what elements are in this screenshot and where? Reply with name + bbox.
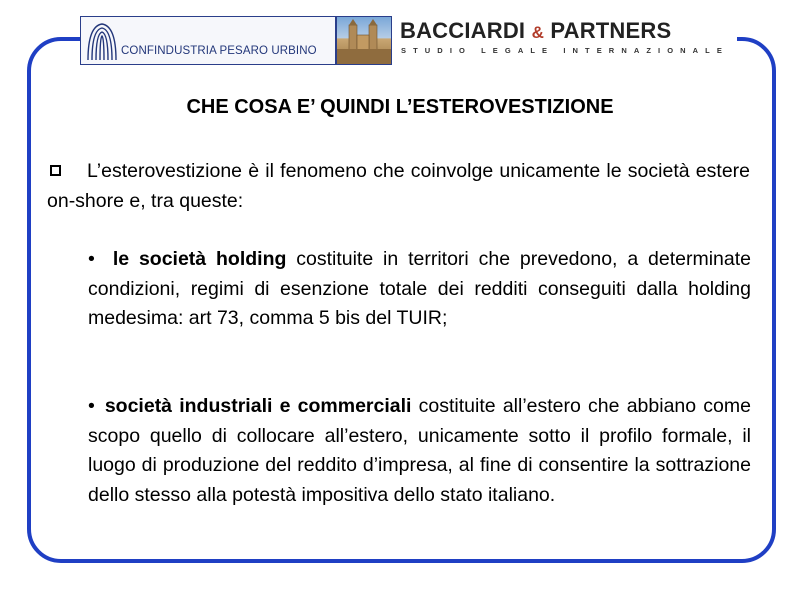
item-text: costituite in territori che prevedono, a determinate condizioni, regimi di esenzione totale dei redditi conseguiti dalla holding medesima: art 73, comma 5 bis del TUIR;	[88, 248, 751, 329]
item-bold-term: società industriali e commerciali	[104, 395, 412, 417]
confindustria-logo	[80, 16, 336, 65]
list-item-industrial	[88, 392, 751, 510]
list-item-holding	[88, 245, 751, 334]
town-photo	[336, 16, 392, 65]
intro-paragraph	[47, 157, 750, 216]
bullet-icon: •	[88, 248, 95, 270]
firm-name: BACCIARDI & PARTNERS	[400, 18, 672, 43]
bacciardi-logo	[392, 16, 737, 65]
item-bold-term: le società holding	[112, 248, 287, 270]
item-text: costituite all’estero che abbiano come scopo quello di collocare all’estero, unicamente sotto il profilo formale, il luogo di produzione del reddito d’impresa, al fine di consentire la sottrazione dello stesso alla potestà impositiva dello stato italiano.	[88, 395, 751, 506]
ampersand: &	[531, 23, 545, 42]
slide-title: CHE COSA E’ QUINDI L’ESTEROVESTIZIONE	[186, 96, 614, 118]
checkbox-bullet-icon	[50, 165, 61, 176]
intro-text: L’esterovestizione è il fenomeno che coinvolge unicamente le società estere on-shore e, tra queste:	[47, 160, 750, 212]
palace-towers-icon	[337, 17, 391, 64]
confindustria-mark-icon	[85, 20, 119, 62]
bullet-icon: •	[88, 395, 95, 417]
firm-subtitle: STUDIO LEGALE INTERNAZIONALE	[401, 46, 729, 55]
confindustria-logo-text: CONFINDUSTRIA PESARO URBINO	[121, 45, 317, 57]
